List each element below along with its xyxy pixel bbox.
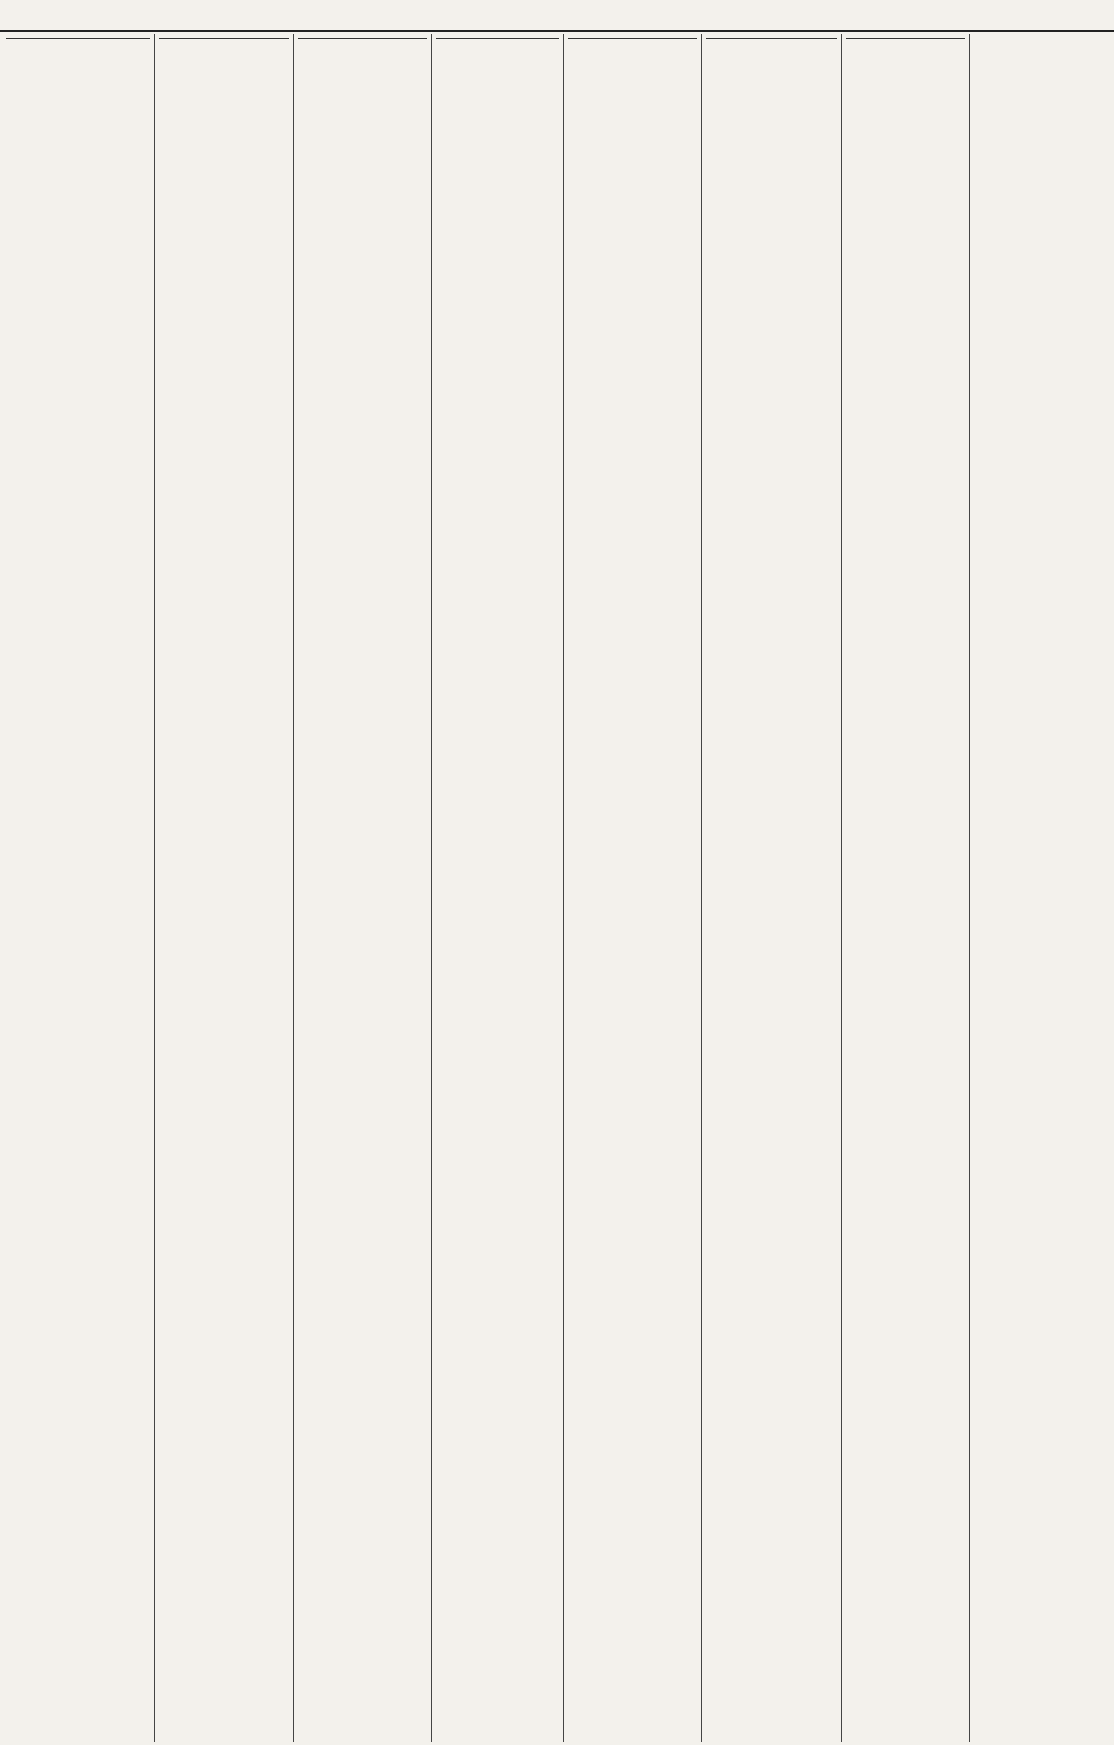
columns <box>2 34 1112 1742</box>
divider <box>6 38 150 39</box>
divider <box>846 38 965 39</box>
column-6 <box>702 34 842 1742</box>
column-7 <box>842 34 970 1742</box>
column-3 <box>294 34 432 1742</box>
divider <box>298 38 427 39</box>
divider <box>436 38 559 39</box>
column-4 <box>432 34 564 1742</box>
column-8 <box>970 34 1112 1742</box>
column-5 <box>564 34 702 1742</box>
divider <box>568 38 697 39</box>
masthead <box>0 0 1114 32</box>
divider <box>159 38 289 39</box>
column-2 <box>155 34 294 1742</box>
column-1 <box>2 34 155 1742</box>
divider <box>706 38 837 39</box>
